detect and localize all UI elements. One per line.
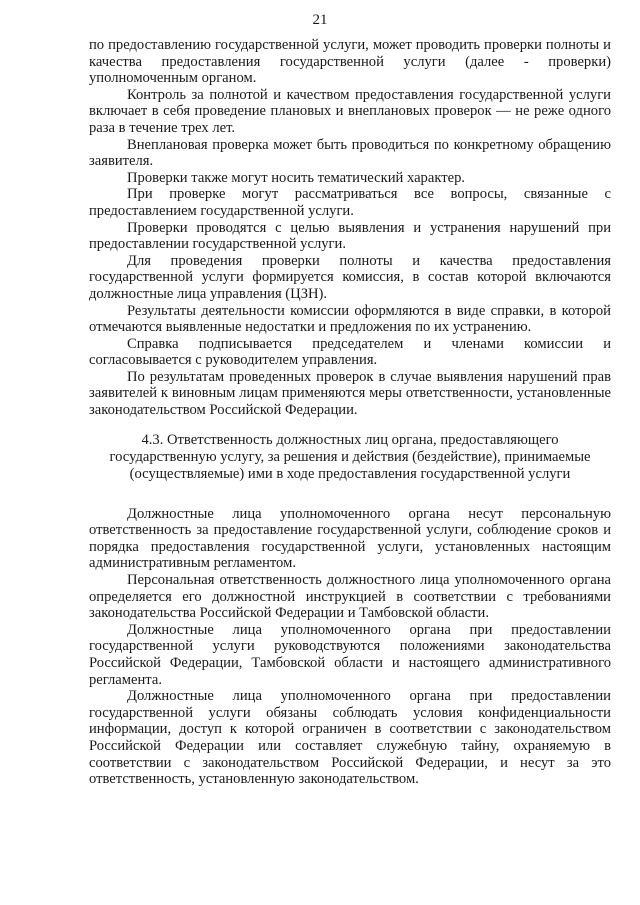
paragraph-unscheduled-inspection: Внеплановая проверка может быть проводиться по конкретному обращению заявителя. (89, 136, 611, 170)
paragraph-continuation: по предоставлению государственной услуги, может проводить проверки полноты и качества предоставления государственной услуги (далее - проверки) уполномоченным органом. (89, 37, 611, 87)
spacer (89, 483, 611, 506)
paragraph-confidentiality: Должностные лица уполномоченного органа при предоставлении государственной услуги обязаны соблюдать условия конфиденциальности информации, доступ к которой ограничен в соответствии с законодательством Российской Федерации или составляет служебную тайну, охраняемую в соответствии с законодательством Российской Федерации, и несут за это ответственность, установленную законодательством. (89, 688, 611, 788)
paragraph-inspection-purpose: Проверки проводятся с целью выявления и устранения нарушений при предоставлении государственной услуги. (89, 219, 611, 253)
document-body (89, 37, 611, 788)
spacer (89, 419, 611, 432)
page-number: 21 (312, 12, 328, 28)
paragraph-thematic-inspection: Проверки также могут носить тематический характер. (127, 169, 466, 186)
paragraph-job-description: Персональная ответственность должностного лица уполномоченного органа определяется его должностной инструкцией в соответствии с требованиями законодательства Российской Федерации и Тамбовской области. (89, 572, 611, 622)
section-heading: 4.3. Ответственность должностных лиц органа, предоставляющего государственную услугу, за решения и действия (бездействие), принимаемые (осуществляемые) ими в ходе предоставления государственной услуги (109, 431, 591, 482)
paragraph-report-signing: Справка подписывается председателем и членами комиссии и согласовывается с руководителем управления. (89, 335, 611, 369)
paragraph-commission-results: Результаты деятельности комиссии оформляются в виде справки, в которой отмечаются выявленные недостатки и предложения по их устранению. (89, 302, 611, 336)
paragraph-personal-responsibility: Должностные лица уполномоченного органа несут персональную ответственность за предоставление государственной услуги, соблюдение сроков и порядка предоставления государственной услуги, установленных настоящим административным регламентом. (89, 505, 611, 572)
paragraph-commission: Для проведения проверки полноты и качества предоставления государственной услуги формируется комиссия, в состав которой включаются должностные лица управления (ЦЗН). (89, 252, 611, 302)
paragraph-inspection-questions: При проверке могут рассматриваться все вопросы, связанные с предоставлением государственной услуги. (89, 186, 611, 219)
paragraph-control-scope: Контроль за полнотой и качеством предоставления государственной услуги включает в себя проведение плановых и внеплановых проверок — не реже одного раза в течение трех лет. (89, 86, 611, 136)
paragraph-legislation-guidance: Должностные лица уполномоченного органа при предоставлении государственной услуги руководствуются положениями законодательства Российской Федерации, Тамбовской области и настоящего административного регламента. (89, 621, 611, 688)
paragraph-liability-measures: По результатам проведенных проверок в случае выявления нарушений прав заявителей к виновным лицам применяются меры ответственности, установленные законодательством Российской Федерации. (89, 368, 611, 419)
